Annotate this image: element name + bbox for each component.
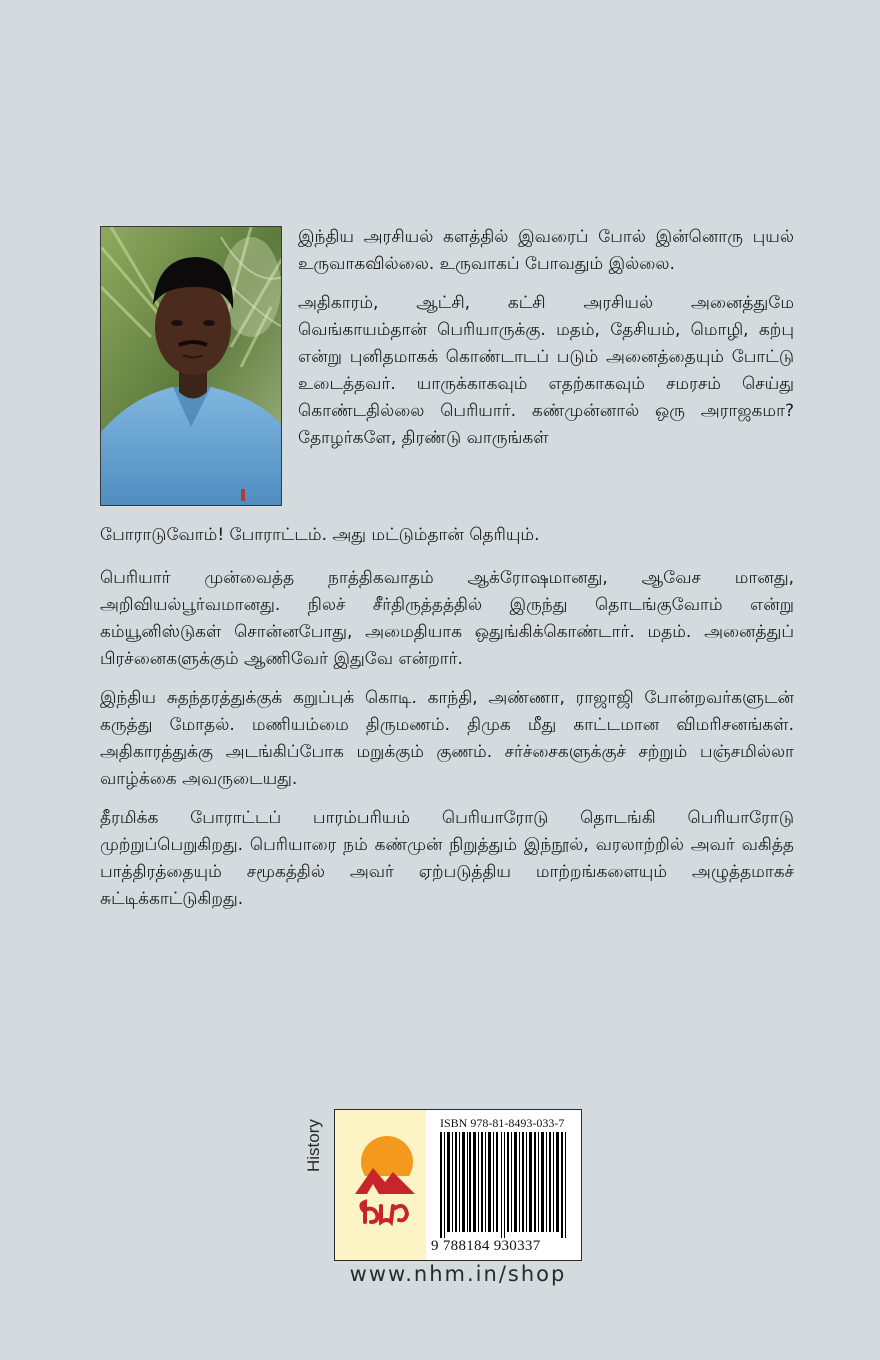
publisher-website: www.nhm.in/shop [349,1262,567,1286]
barcode-box [334,1109,582,1261]
intro-paragraph-2: அதிகாரம், ஆட்சி, கட்சி அரசியல் அனைத்துமே வெங்காயம்தான் பெரியாருக்கு. மதம், தேசியம், மொழி, கற்பு என்று புனிதமாகக் கொண்டாடப் படும் அனைத்தையும் போட்டு உடைத்தவர். யாருக்காகவும் எதற்காகவும் சமரசம் செய்து கொண்டதில்லை பெரியார். கண்முன்னால் ஒரு அராஜகமா? தோழர்களே, திரண்டு வாருங்கள் [298,293,794,448]
intro-continuation: போராடுவோம்! போராட்டம். அது மட்டும்தான் தெரியும். [100,525,540,545]
isbn-number: ISBN 978-81-8493-033-7 [440,1116,565,1130]
body-paragraph-2: இந்திய சுதந்தரத்துக்குக் கறுப்புக் கொடி. காந்தி, அண்ணா, ராஜாஜி போன்றவர்களுடன் கருத்து மோதல். மணியம்மை திருமணம். திமுக மீது காட்டமான விமரிசனங்கள். அதிகாரத்துக்கு அடங்கிப்போக மறுக்கும் குணம். சர்ச்சைகளுக்குச் சற்றும் பஞ்சமில்லா வாழ்க்கை அவருடையது. [100,688,794,789]
category-label: History [304,1119,323,1172]
author-photo [100,226,282,506]
intro-paragraph-1: இந்திய அரசியல் களத்தில் இவரைப் போல் இன்னொரு புயல் உருவாகவில்லை. உருவாகப் போவதும் இல்லை. [298,227,794,274]
intro-text [298,224,794,452]
body-text [100,522,794,925]
barcode-digits: 9 788184 930337 [431,1238,541,1254]
body-paragraph-3: தீரமிக்க போராட்டப் பாரம்பரியம் பெரியாரோடு தொடங்கி பெரியாரோடு முற்றுப்பெறுகிறது. பெரியாரை நம் கண்முன் நிறுத்தும் இந்நூல், வரலாற்றில் அவர் வகித்த பாத்திரத்தையும் சமூகத்தில் அவர் ஏற்படுத்திய மாற்றங்களையும் அழுத்தமாகச் சுட்டிக்காட்டுகிறது. [100,808,794,909]
publisher-logo [335,1110,426,1260]
body-paragraph-1: பெரியார் முன்வைத்த நாத்திகவாதம் ஆக்ரோஷமானது, ஆவேச மானது, அறிவியல்பூர்வமானது. நிலச் சீர்திருத்தத்தில் இருந்து தொடங்குவோம் என்று கம்யூனிஸ்டுகள் சொன்னபோது, அமைதியாக ஒதுங்கிக்கொண்டார். மதம். அனைத்துப் பிரச்னைகளுக்கும் ஆணிவேர் இதுவே என்றார். [100,568,794,669]
barcode [438,1132,578,1238]
